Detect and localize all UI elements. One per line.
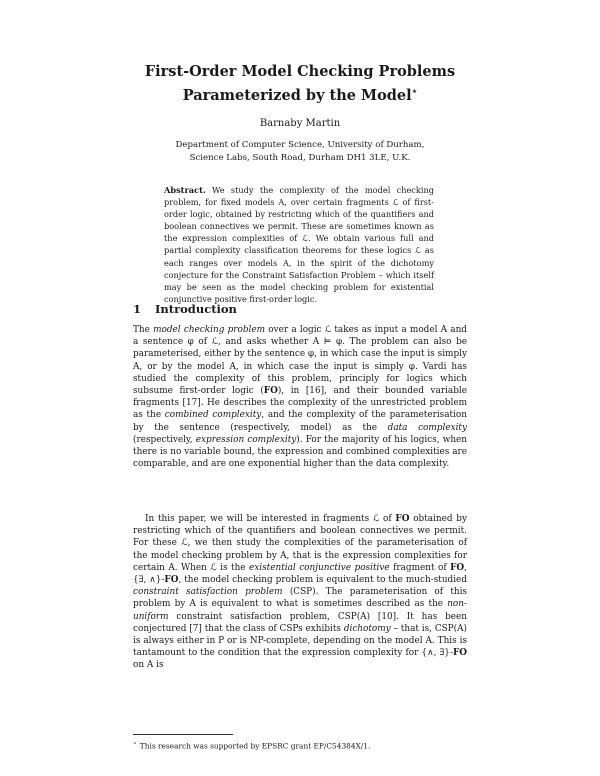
p2-bold-fo: FO	[395, 514, 410, 524]
intro-paragraph-2	[133, 513, 467, 672]
p2-text: constraint satisfaction problem, CSP(A) [10]. It has been conjectured [7] that the class of CSPs exhibits	[133, 611, 467, 634]
affiliation-line-2: Science Labs, South Road, Durham DH1 3LE, U.K.	[189, 152, 411, 163]
p1-text: ). For the majority of his logics, when there is no variable bound, the expression and combined complexities are comparable, and are one exponential higher than the data complexity.	[133, 434, 468, 470]
footnote	[133, 739, 467, 751]
p2-emph-non-uniform: non-uniform	[133, 599, 467, 622]
abstract-label: Abstract.	[164, 185, 206, 195]
abstract-text: We study the complexity of the model checking problem, for fixed models A, over certain fragments ℒ of first-order logic, obtained by restricting which of the quantifiers and boolean connectives we permit. These are sometimes known as the expression complexities of ℒ. We obtain various full and partial complexity classification theorems for these logics ℒ as each ranges over models A, in the spirit of the dichotomy conjecture for the Constraint Satisfaction Problem – which itself may be seen as the model checking problem for existential conjunctive positive first-order logic.	[164, 185, 434, 304]
p2-text: , the model checking problem is equivalent to the much-studied	[178, 575, 467, 586]
section-heading	[133, 302, 237, 316]
p1-emph-data: data complexity	[387, 422, 467, 433]
p1-text: (respectively,	[133, 434, 196, 445]
footnote-text: This research was supported by EPSRC grant EP/C54384X/1.	[139, 741, 371, 751]
p2-text: – that is, CSP(A) is always either in P or is NP-complete, depending on the model A. This is tantamount to the condition that the expression complexity for {∧, ∃}-	[133, 623, 467, 659]
title-footnote-marker[interactable]: ⋆	[411, 87, 418, 97]
affiliation	[0, 139, 600, 164]
p1-bold-fo: FO	[263, 386, 278, 397]
intro-paragraph-1	[133, 324, 467, 470]
p1-emph-combined: combined complexity	[164, 410, 262, 421]
title-line-2	[0, 82, 600, 106]
p1-text: over a logic ℒ takes as input a model A and a sentence φ of ℒ, and asks whether A ⊨ φ. The problem can also be parameterised, either by the sentence φ, in which case the input is simply A, or by the model A, in which case the input is simply φ. Vardi has studied the complexity of this problem, principly for logics which subsume first-order logic (	[133, 325, 467, 397]
p2-emph-dichotomy: dichotomy	[343, 623, 391, 634]
title-line-2-text: Parameterized by the Model	[182, 86, 412, 104]
author-name: Barnaby Martin	[259, 118, 341, 129]
p2-text: , {∃, ∧}-	[133, 562, 467, 586]
p1-text: , and the complexity of the parameterisation by the sentence (respectively, model) as the	[133, 410, 467, 433]
paper-title	[0, 62, 600, 106]
p2-text: (CSP). The parameterisation of this problem by A is equivalent to what is sometimes described as the	[133, 587, 467, 610]
p1-emph-model-checking: model checking problem	[153, 325, 266, 335]
footnote-marker: ⋆	[133, 740, 137, 747]
p2-text: obtained by restricting which of the quantifiers and boolean connectives we permit. For these ℒ, we then study the complexities of the parameterisation of the model checking problem by A, that is the expression complexities for certain A. When ℒ is the	[133, 514, 467, 573]
abstract	[164, 184, 434, 305]
title-line-1: First-Order Model Checking Problems	[144, 63, 456, 80]
p2-bold-fo: FO	[164, 575, 179, 586]
p1-text: ), in [16], and their bounded variable fragments [17]. He describes the complexity of the unrestricted problem as the	[133, 386, 467, 421]
p1-emph-expression: expression complexity	[195, 434, 297, 445]
affiliation-line-1: Department of Computer Science, University of Durham,	[175, 140, 425, 150]
p2-bold-fo: FO	[450, 562, 465, 573]
p2-emph-csp: constraint satisfaction problem	[133, 587, 283, 598]
p2-bold-fo: FO	[452, 648, 467, 659]
p1-text: The	[133, 325, 154, 335]
p2-emph-existential: existential conjunctive positive	[249, 562, 390, 573]
section-title: Introduction	[155, 302, 237, 316]
p2-text: on A is	[133, 660, 164, 671]
p2-text: In this paper, we will be interested in fragments ℒ of	[145, 514, 396, 524]
footnote-rule	[133, 734, 233, 735]
section-number: 1	[133, 302, 142, 316]
p2-text: fragment of	[389, 562, 451, 573]
